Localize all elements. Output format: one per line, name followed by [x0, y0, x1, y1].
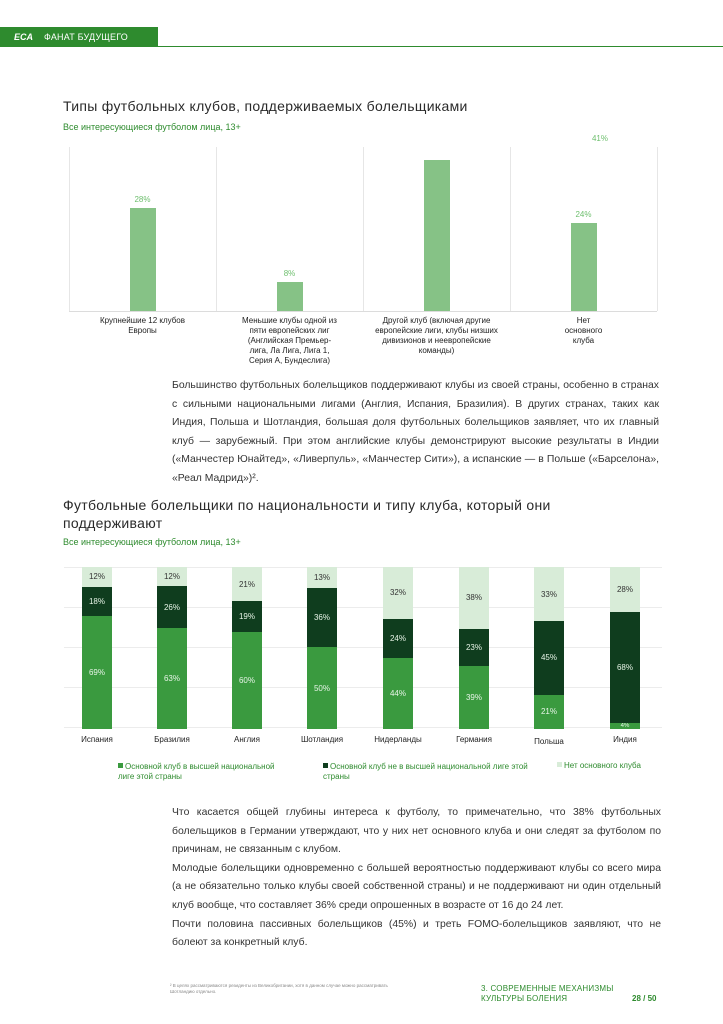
legend-swatch-no-club	[557, 762, 562, 767]
chart2-data-label: 44%	[389, 688, 406, 698]
chart2-bar-segment	[534, 695, 564, 729]
chart2-data-label: 39%	[465, 692, 482, 702]
chart2-data-label: 13%	[313, 573, 330, 583]
chart2-data-label: 23%	[465, 642, 482, 652]
chart2-bar-segment	[383, 619, 413, 658]
chart2-bar-segment	[232, 601, 262, 632]
chart2-bar-segment	[383, 567, 413, 619]
chart2-bar-segment	[610, 567, 640, 612]
chart2-data-label: 50%	[313, 683, 330, 693]
legend-item-no-club	[557, 761, 657, 771]
chart1-value-label: 41%	[591, 134, 608, 143]
chart2-data-label: 33%	[540, 589, 557, 599]
legend-swatch-not-top-league	[323, 763, 328, 768]
chart2-category-label: Германия	[456, 735, 492, 744]
chart2-data-label: 28%	[616, 585, 633, 595]
chart2-subtitle: Все интересующиеся футболом лица, 13+	[63, 537, 241, 547]
legend-item-top-league	[118, 762, 293, 782]
chart2-bar-segment	[232, 632, 262, 729]
header-title: ФАНАТ БУДУЩЕГО	[44, 32, 128, 42]
chart2-category-label: Испания	[81, 735, 113, 744]
legend-item-not-top-league	[323, 762, 533, 782]
chart2-data-label: 68%	[616, 662, 633, 672]
chart1-title: Типы футбольных клубов, поддерживаемых болельщиками	[63, 98, 468, 114]
chart1-value-label: 28%	[134, 194, 151, 204]
chart2-data-label: 19%	[238, 611, 255, 621]
chart2-data-label: 36%	[313, 613, 330, 623]
chart1-subtitle: Все интересующиеся футболом лица, 13+	[63, 122, 241, 132]
chart2-data-label: 26%	[163, 602, 180, 612]
chart2-bar-segment	[459, 567, 489, 629]
chart2-bar-segment	[82, 616, 112, 729]
chart2-data-label: 60%	[238, 675, 255, 685]
chart2-data-label: 18%	[88, 596, 105, 606]
chart2-bar-segment	[610, 723, 640, 729]
eca-logo: ECA	[14, 32, 34, 42]
chart2-category-label: Бразилия	[154, 735, 190, 744]
chart2-data-label: 32%	[389, 588, 406, 598]
legend-swatch-top-league	[118, 763, 123, 768]
chart1-category-label: Меньшие клубы одной из пяти европейских лиг (Английская Премьер-лига, Ла Лига, Лига 1, Серия А, Бундеслига)	[242, 316, 337, 365]
chart2-bar-segment	[157, 628, 187, 729]
chart2-gridline	[64, 567, 662, 568]
chart1-category-label: Нет основного клуба	[564, 316, 603, 345]
chart2-category-label: Индия	[613, 735, 637, 744]
chart2-title: Футбольные болельщики по национальности и типу клуба, который они поддерживают	[63, 497, 551, 531]
chart2-bar-segment	[534, 567, 564, 621]
chart2-gridline	[64, 727, 662, 728]
chart1-category-label: Другой клуб (включая другие европейские лиги, клубы низших дивизионов и неевропейские команды)	[375, 316, 498, 355]
legend-label-top-league: Основной клуб в высшей национальной лиге этой страны	[118, 762, 275, 781]
chart2-data-label: 63%	[163, 673, 180, 683]
footer-section-line-1: 3. СОВРЕМЕННЫЕ МЕХАНИЗМЫ	[481, 984, 614, 993]
chart2-data-label: 12%	[163, 572, 180, 582]
chart2-category-label: Польша	[534, 737, 564, 746]
chart2-data-label: 69%	[88, 668, 105, 678]
chart2-bar-segment	[82, 587, 112, 616]
legend-label-no-club: Нет основного клуба	[564, 761, 641, 770]
chart2-category-label: Нидерланды	[374, 735, 422, 744]
chart1-value-label: 8%	[283, 268, 296, 278]
chart2-category-label: Англия	[234, 735, 260, 744]
chart2-gridline	[64, 687, 662, 688]
chart2-data-label: 12%	[88, 572, 105, 582]
chart2-data-label: 21%	[238, 579, 255, 589]
paragraph-2-text-2: Молодые болельщики одновременно с большей вероятностью поддерживают клубы со всего мира (а не обязательно только клубы своей собственной страны) и не поддерживают ни один отдельный клуб вообще, что составляет 36% среди опрошенных в возрасте от 16 до 24 лет.	[172, 862, 661, 911]
chart2-data-label: 38%	[465, 593, 482, 603]
footer-section	[481, 984, 614, 1004]
paragraph-2-text-1: Что касается общей глубины интереса к футболу, то примечательно, что 38% футбольных болельщиков в Германии утверждают, что у них нет основного клуба и они следят за футболом по причинам, не связанным с клубом.	[172, 807, 661, 856]
footer-section-line-2: КУЛЬТУРЫ БОЛЕНИЯ	[481, 994, 568, 1003]
chart2-bar-segment	[307, 567, 337, 588]
chart2-gridline	[64, 607, 662, 608]
paragraph-1-text: Большинство футбольных болельщиков поддерживают клубы из своей страны, особенно в странах с сильными национальными лигами (Англия, Испания, Бразилия). В других странах, таких как Индия, Польша и Шотландия, большая доля футбольных болельщиков заявляет, что их главный клуб — зарубежный. При этом английские клубы демонстрируют высокие результаты в Индии («Манчестер Юнайтед», «Ливерпуль», «Манчестер Сити»), а испанские — в Польше («Барселона», «Реал Мадрид»)².	[172, 380, 659, 484]
chart1-category-label: Крупнейшие 12 клубов Европы	[100, 316, 185, 335]
paragraph-2-text-3: Почти половина пассивных болельщиков (45%) и треть FOMO-болельщиков заявляют, что не болеют за конкретный клуб.	[172, 918, 661, 949]
page-number: 28 / 50	[632, 994, 657, 1003]
chart2-bar-segment	[82, 567, 112, 587]
chart2-data-label: 21%	[540, 707, 557, 717]
chart2-bar-segment	[459, 629, 489, 666]
chart2-bar-segment	[383, 658, 413, 729]
chart2-bar-segment	[459, 666, 489, 729]
chart2-data-label: 45%	[540, 653, 557, 663]
chart2-gridline	[64, 647, 662, 648]
chart2-category-label: Шотландия	[300, 735, 344, 744]
chart2-data-label: 24%	[389, 633, 406, 643]
paragraph-2	[172, 804, 661, 953]
chart1-value-label: 24%	[575, 209, 592, 219]
chart2-data-label: 4%	[620, 722, 630, 729]
chart2-bar-segment	[232, 567, 262, 601]
chart2-bar-segment	[534, 621, 564, 695]
chart2-bar-segment	[157, 586, 187, 628]
chart2-bar-segment	[610, 612, 640, 722]
chart2-bar-segment	[307, 647, 337, 729]
chart2-bar-segment	[307, 588, 337, 647]
chart2-bar-segment	[157, 567, 187, 586]
legend-label-not-top-league: Основной клуб не в высшей национальной лиге этой страны	[323, 762, 528, 781]
footnote: ² В целях рассматриваются резиденты из Великобритании, хотя в данном случае можно рассматривать Шотландию отдельно.	[170, 983, 388, 994]
